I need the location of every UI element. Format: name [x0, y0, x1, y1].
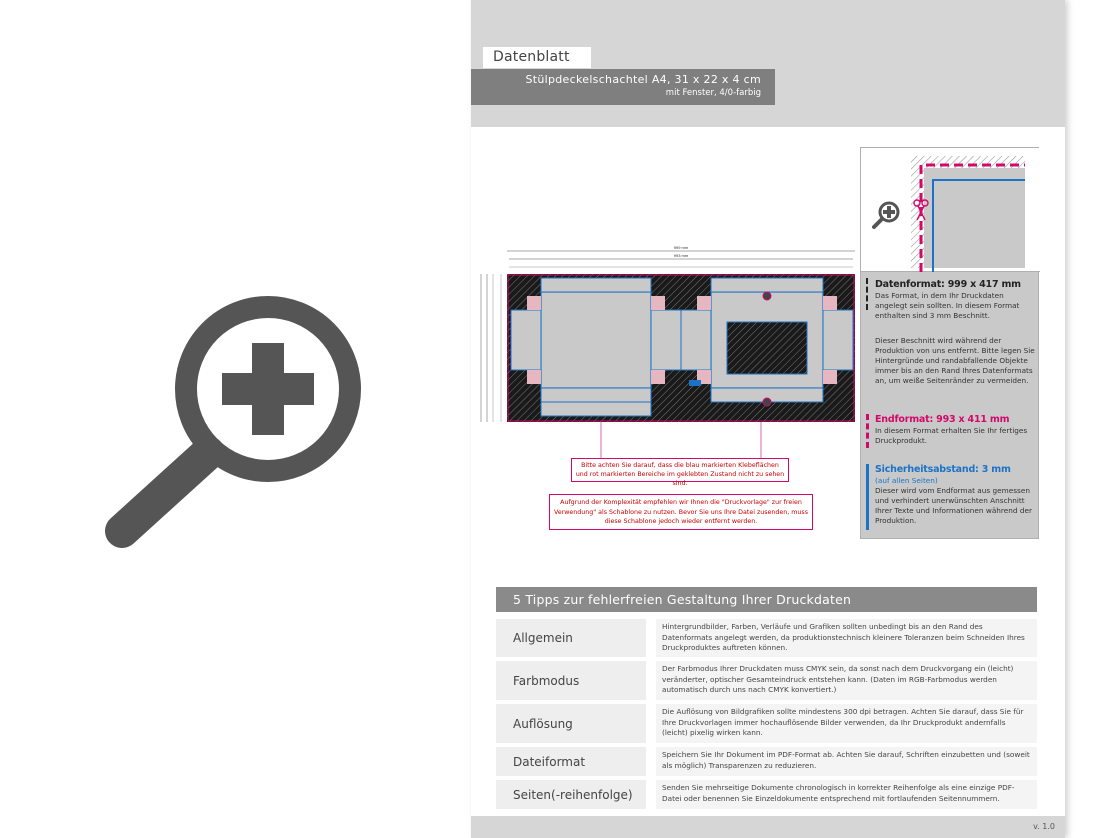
dim-total-width: 999 mm: [673, 245, 689, 250]
end-format-text: In diesem Format erhalten Sie Ihr fertiges Druckprodukt.: [875, 426, 1028, 445]
format-legend-panel: [860, 147, 1039, 539]
tip-row-farbmodus: [496, 661, 1037, 700]
template-notice: [549, 494, 813, 530]
tip-row-seitenreihenfolge: [496, 780, 1037, 809]
data-format-section: [875, 279, 1035, 321]
end-format-marker: [866, 414, 869, 448]
tip-label: Seiten(-reihenfolge): [496, 780, 646, 809]
version-label: v. 1.0: [1033, 822, 1055, 831]
safety-text: Dieser wird vom Endformat aus gemessen und verhindert unerwünschten Anschnitt Ihrer Texte und Informationen während der Produktion.: [875, 486, 1032, 525]
tip-label: Farbmodus: [496, 661, 646, 700]
dim-inner-width: 993 mm: [673, 253, 689, 258]
end-format-section: [875, 414, 1035, 446]
trim-section: [875, 336, 1035, 386]
zoom-in-icon[interactable]: [100, 293, 362, 549]
page-title: Datenblatt: [483, 47, 591, 68]
safety-section: [875, 464, 1035, 526]
tip-label: Dateiformat: [496, 747, 646, 776]
product-name: Stülpdeckelschachtel A4, 31 x 22 x 4 cm: [525, 73, 761, 86]
product-bar: [471, 69, 775, 105]
safety-subtitle: (auf allen Seiten): [875, 476, 938, 485]
zoom-in-small-icon[interactable]: [874, 203, 898, 227]
tip-label: Auflösung: [496, 704, 646, 743]
tip-row-allgemein: [496, 619, 1037, 657]
corner-detail-image: [861, 148, 1040, 272]
safety-title: Sicherheitsabstand: 3 mm: [875, 464, 1011, 475]
data-format-marker: [866, 278, 869, 310]
data-format-text: Das Format, in dem Ihr Druckdaten angelegt sein sollten. In diesem Format enthalten sind 3 mm Beschnitt.: [875, 291, 1020, 320]
footer-band: [471, 816, 1065, 838]
data-format-title: Datenformat: 999 x 417 mm: [875, 279, 1021, 290]
safety-marker: [866, 464, 869, 530]
product-subtitle: mit Fenster, 4/0-farbig: [665, 88, 761, 98]
glue-notice: [571, 458, 789, 487]
tip-label: Allgemein: [496, 619, 646, 657]
tip-text: Hintergrundbilder, Farben, Verläufe und Grafiken sollten unbedingt bis an den Rand des Datenformats angelegt werden, da produktionstechnisch kleinere Toleranzen beim Schneiden Ihres Druckproduktes auftreten können.: [656, 619, 1037, 657]
glue-notice-text: Bitte achten Sie darauf, dass die blau markierten Klebeflächen und rot markierten Bereiche im geklebten Zustand nicht zu sehen sind.: [575, 462, 785, 487]
tip-row-dateiformat: [496, 747, 1037, 776]
tip-text: Die Auflösung von Bildgrafiken sollte mindestens 300 dpi betragen. Achten Sie darauf, dass Sie für Ihre Druckvorlagen immer hochauflösende Bilder verwenden, da Ihr Druckprodukt andernfalls (leicht) pixelig wirken kann.: [656, 704, 1037, 743]
tips-heading: 5 Tipps zur fehlerfreien Gestaltung Ihrer Druckdaten: [496, 587, 1037, 612]
tip-text: Der Farbmodus Ihrer Druckdaten muss CMYK sein, da sonst nach dem Druckvorgang ein (leicht) veränderter, optischer Gesamteindruck entstehen kann. (Daten im RGB-Farbmodus werden automatisch durch uns nach CMYK konvertiert.): [656, 661, 1037, 700]
end-format-title: Endformat: 993 x 411 mm: [875, 414, 1010, 425]
template-notice-text: Aufgrund der Komplexität empfehlen wir Ihnen die "Druckvorlage" zur freien Verwendung" als Schablone zu nutzen. Bevor Sie uns Ihre Datei zusenden, muss diese Schablone jedoch wieder entfernt werden.: [554, 499, 808, 525]
corner-detail-drawing: [861, 148, 1040, 272]
tip-row-aufloesung: [496, 704, 1037, 743]
tip-text: Speichern Sie Ihr Dokument im PDF-Format ab. Achten Sie darauf, Schriften einzubetten und (soweit als möglich) Transparenzen zu reduzieren.: [656, 747, 1037, 776]
datasheet-page: [471, 0, 1065, 838]
trim-text: Dieser Beschnitt wird während der Produktion von uns entfernt. Bitte legen Sie Hintergründe und randabfallende Objekte immer bis an den Rand Ihres Datenformats an, um weiße Seitenränder zu vermeiden.: [875, 336, 1035, 385]
tip-text: Senden Sie mehrseitige Dokumente chronologisch in korrekter Reihenfolge als eine einzige PDF-Datei oder benennen Sie Einzeldokumente entsprechend mit fortlaufenden Seitennummern.: [656, 780, 1037, 809]
